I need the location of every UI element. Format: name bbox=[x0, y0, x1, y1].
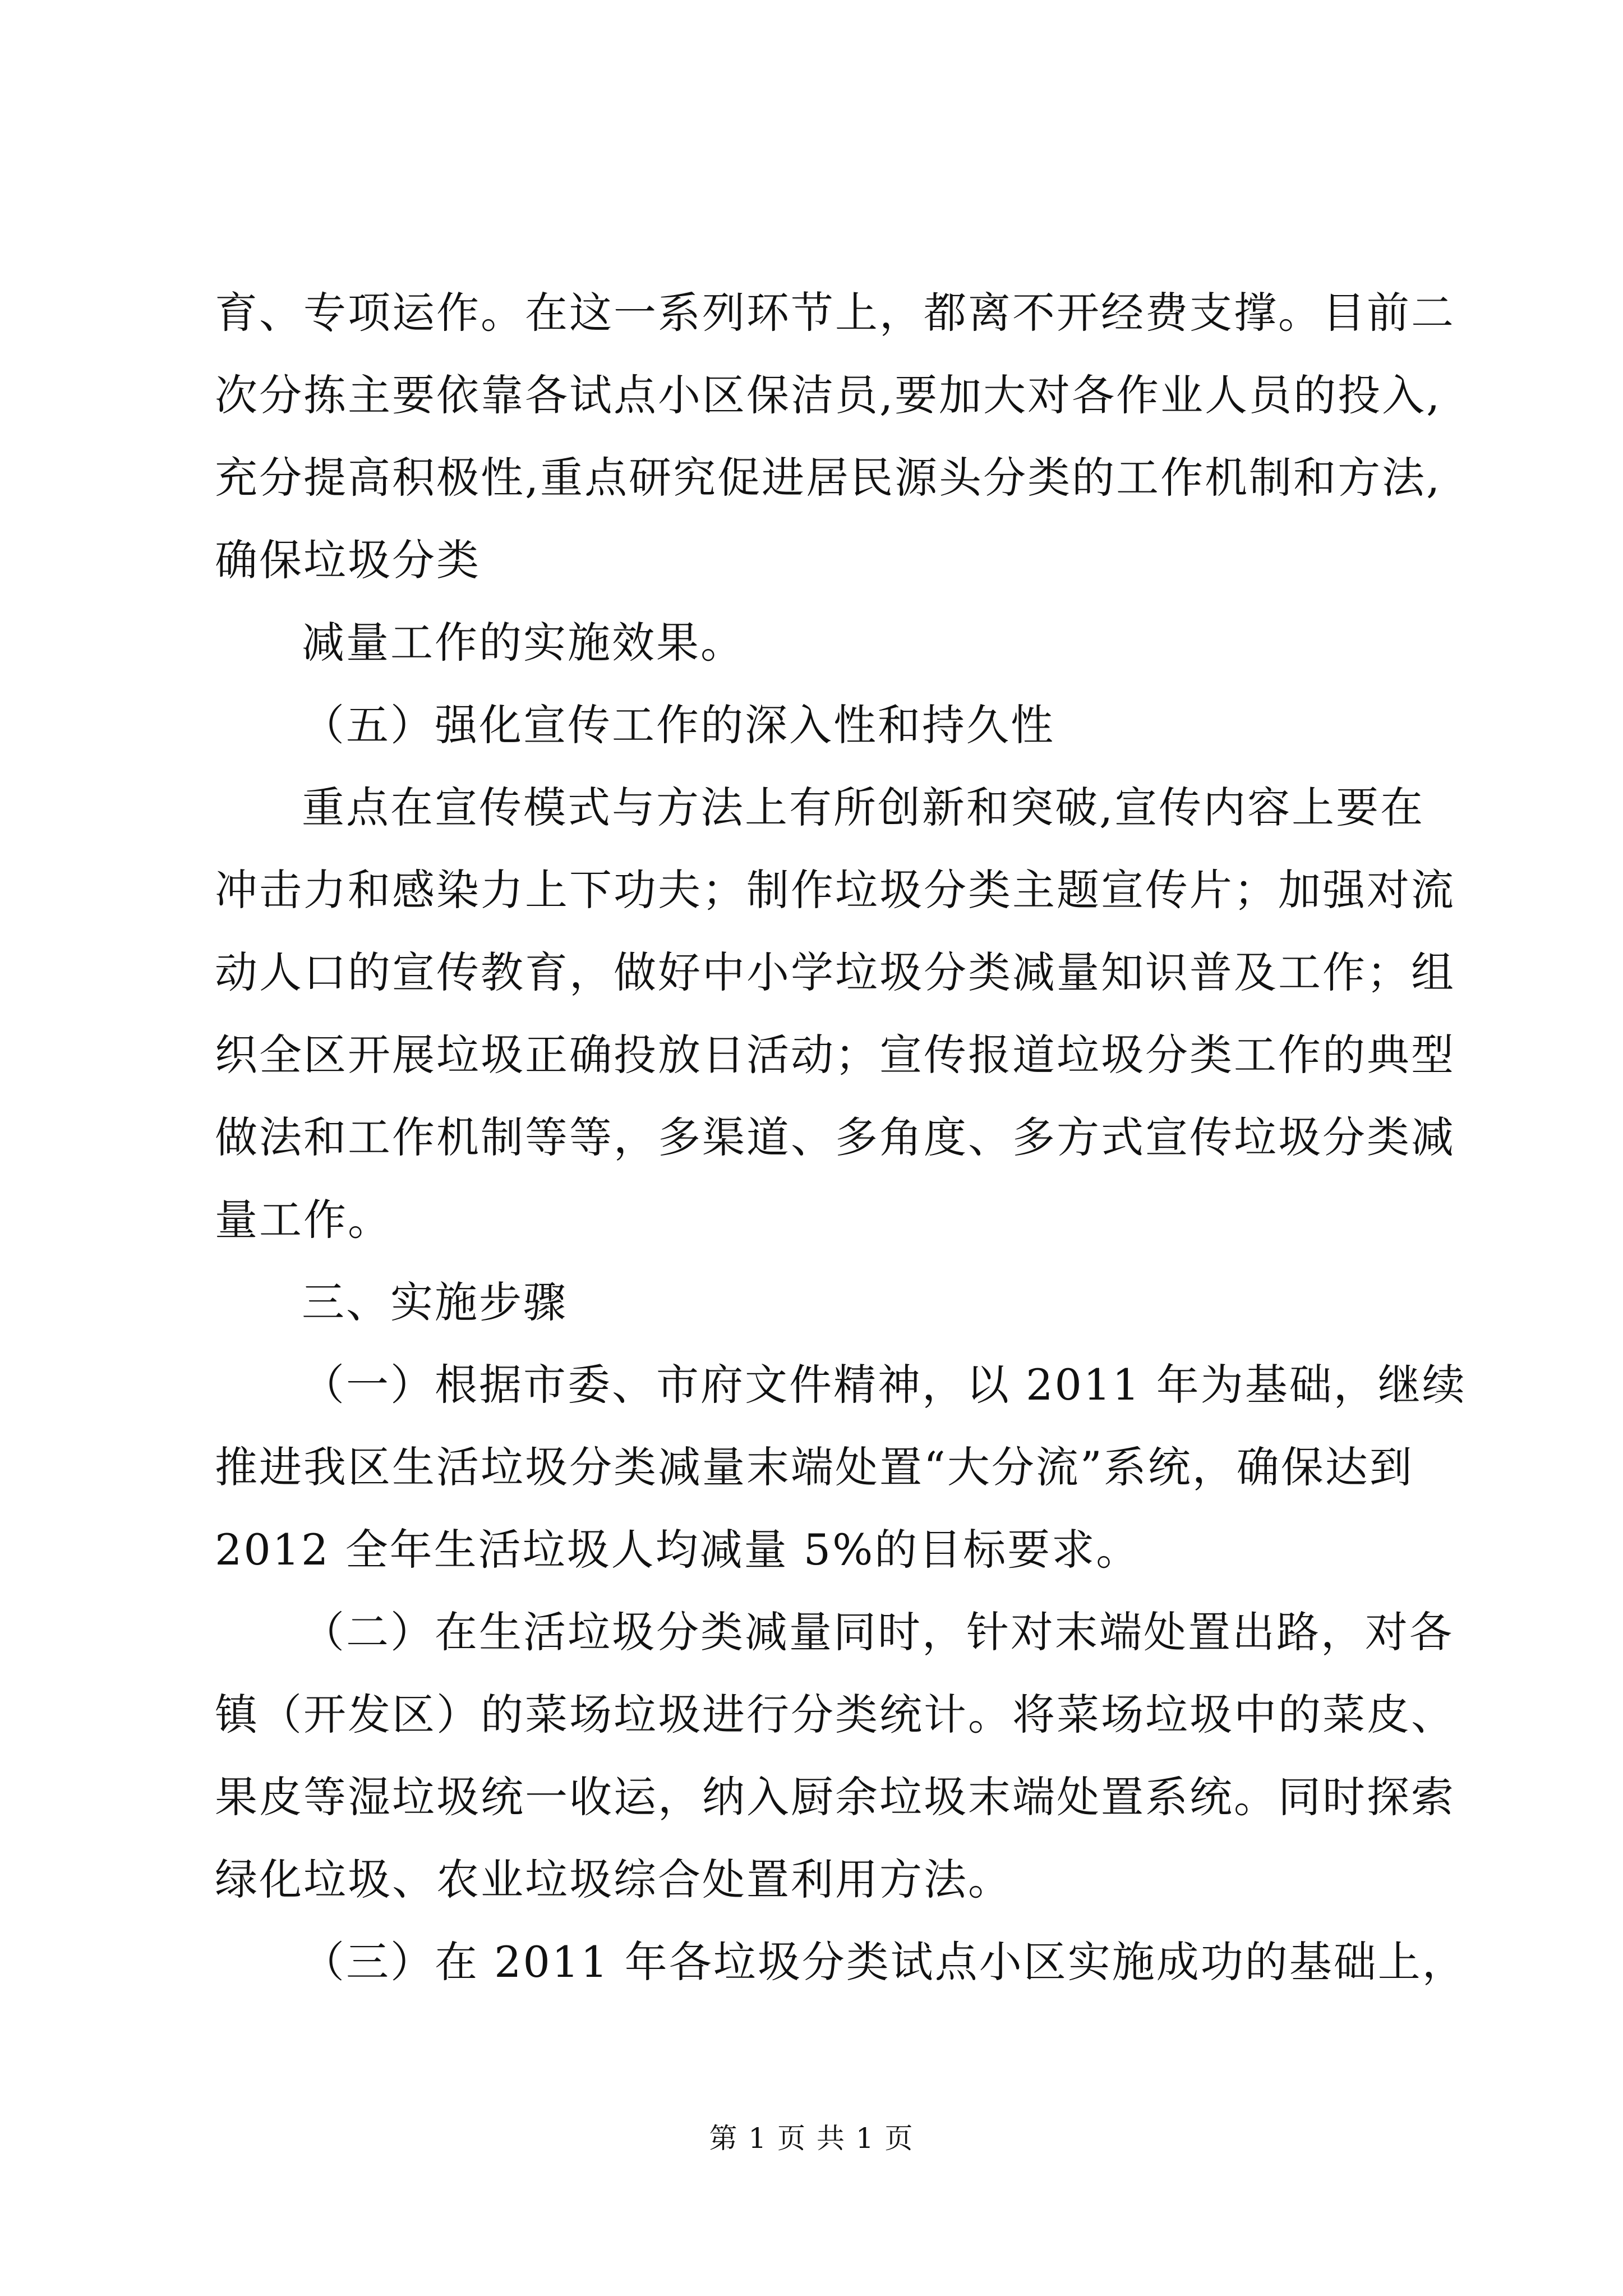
document-body bbox=[215, 288, 1467, 2023]
paragraph-line: 充分提高积极性,重点研究促进居民源头分类的工作机制和方法, bbox=[215, 453, 1442, 503]
section-heading: 三、实施步骤 bbox=[302, 1277, 568, 1327]
paragraph-line: 量工作。 bbox=[215, 1195, 392, 1245]
paragraph-line: （三）在 2011 年各垃圾分类试点小区实施成功的基础上， bbox=[302, 1937, 1467, 1987]
paragraph-line: 动人口的宣传教育，做好中小学垃圾分类减量知识普及工作；组 bbox=[215, 947, 1455, 997]
paragraph-line: 推进我区生活垃圾分类减量末端处置“大分流”系统，确保达到 bbox=[215, 1442, 1414, 1492]
paragraph-line: 果皮等湿垃圾统一收运，纳入厨余垃圾末端处置系统。同时探索 bbox=[215, 1772, 1455, 1822]
paragraph-line: 确保垃圾分类 bbox=[215, 535, 481, 585]
paragraph-line: 绿化垃圾、农业垃圾综合处置利用方法。 bbox=[215, 1855, 1012, 1904]
page-footer: 第 1 页 共 1 页 bbox=[709, 2122, 914, 2155]
paragraph-line: 做法和工作机制等等，多渠道、多角度、多方式宣传垃圾分类减 bbox=[215, 1112, 1455, 1162]
paragraph-line: 2012 全年生活垃圾人均减量 5%的目标要求。 bbox=[215, 1525, 1141, 1575]
section-heading: （五）强化宣传工作的深入性和持久性 bbox=[302, 700, 1055, 750]
paragraph-line: 冲击力和感染力上下功夫；制作垃圾分类主题宣传片；加强对流 bbox=[215, 865, 1455, 915]
paragraph-line: 重点在宣传模式与方法上有所创新和突破,宣传内容上要在 bbox=[302, 783, 1425, 832]
paragraph-line: 镇（开发区）的菜场垃圾进行分类统计。将菜场垃圾中的菜皮、 bbox=[215, 1690, 1455, 1740]
paragraph-line: （一）根据市委、市府文件精神，以 2011 年为基础，继续 bbox=[302, 1360, 1467, 1410]
paragraph-line: 育、专项运作。在这一系列环节上，都离不开经费支撑。目前二 bbox=[215, 288, 1455, 338]
paragraph-line: 减量工作的实施效果。 bbox=[302, 618, 745, 668]
paragraph-line: 织全区开展垃圾正确投放日活动；宣传报道垃圾分类工作的典型 bbox=[215, 1030, 1455, 1080]
paragraph-line: 次分拣主要依靠各试点小区保洁员,要加大对各作业人员的投入, bbox=[215, 370, 1442, 420]
paragraph-line: （二）在生活垃圾分类减量同时，针对末端处置出路，对各 bbox=[302, 1607, 1454, 1657]
